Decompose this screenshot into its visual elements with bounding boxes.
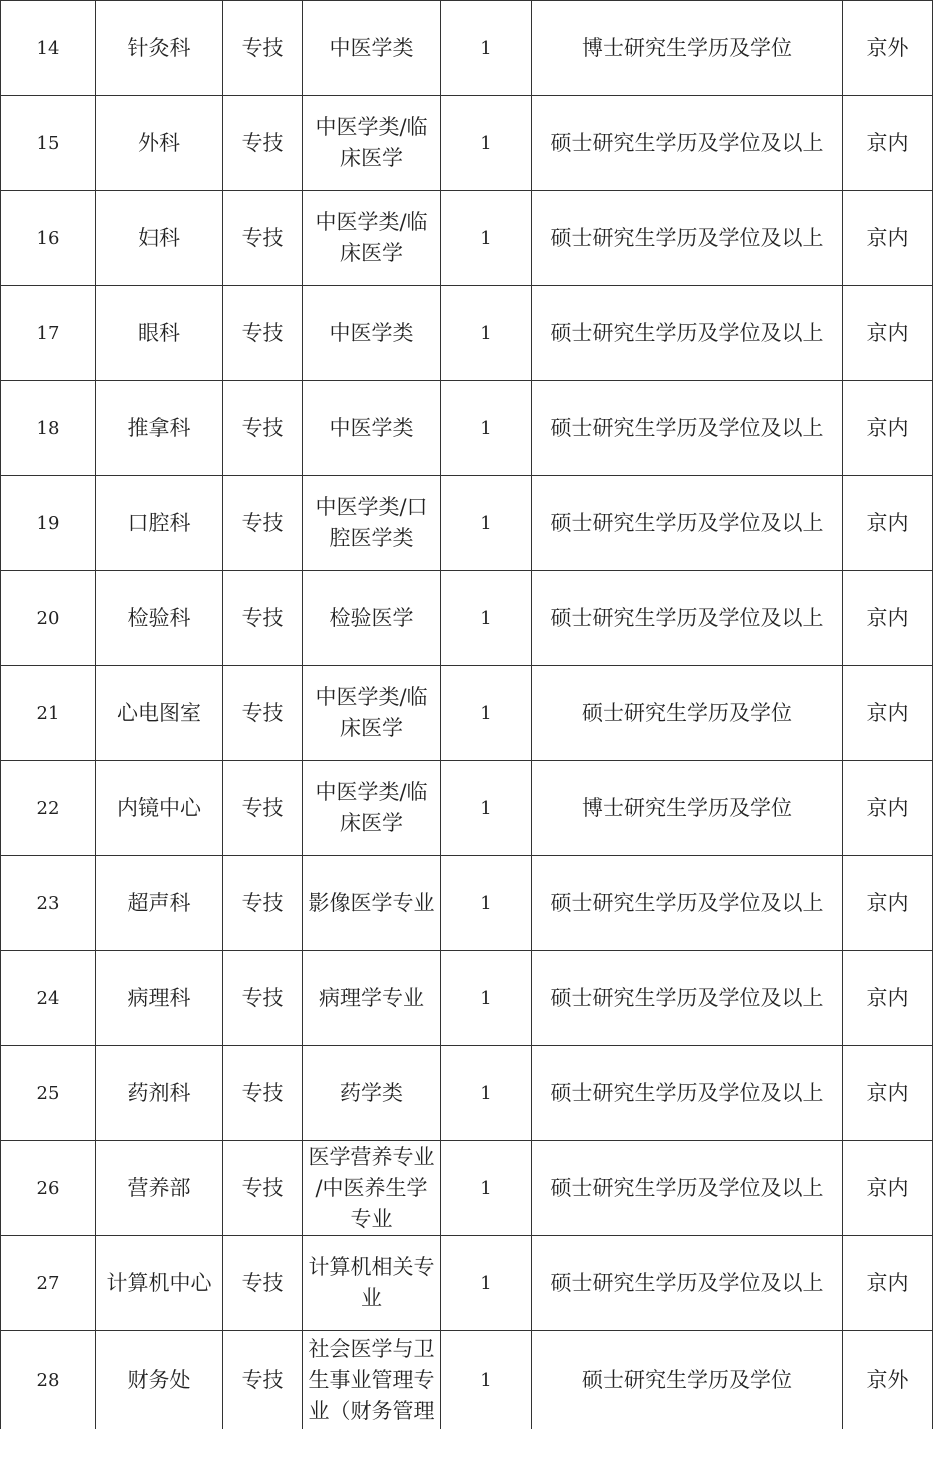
headcount-cell: 1	[441, 286, 532, 381]
row-number-cell: 17	[1, 286, 96, 381]
position-type-cell: 专技	[223, 571, 303, 666]
education-requirement-cell: 硕士研究生学历及学位及以上	[532, 96, 843, 191]
row-number-cell: 14	[1, 1, 96, 96]
department-cell: 病理科	[96, 951, 223, 1046]
department-cell: 财务处	[96, 1331, 223, 1430]
education-requirement-cell: 硕士研究生学历及学位及以上	[532, 476, 843, 571]
headcount-cell: 1	[441, 1236, 532, 1331]
table-row	[1, 96, 933, 191]
row-number-cell: 22	[1, 761, 96, 856]
major-line: 中医学类/临	[315, 685, 428, 709]
major-cell	[303, 571, 441, 666]
department-cell: 计算机中心	[96, 1236, 223, 1331]
position-type-cell: 专技	[223, 951, 303, 1046]
position-type-cell: 专技	[223, 191, 303, 286]
education-requirement-cell: 硕士研究生学历及学位及以上	[532, 1046, 843, 1141]
major-line: 社会医学与卫	[308, 1336, 435, 1361]
major-line: 生事业管理专	[308, 1367, 435, 1392]
department-cell: 眼科	[96, 286, 223, 381]
position-type-cell: 专技	[223, 856, 303, 951]
table-row	[1, 1, 933, 96]
headcount-cell: 1	[441, 191, 532, 286]
major-cell	[303, 1141, 441, 1236]
position-type-cell: 专技	[223, 1, 303, 96]
row-number-cell: 15	[1, 96, 96, 191]
education-requirement-cell: 硕士研究生学历及学位及以上	[532, 1141, 843, 1236]
education-requirement-cell: 硕士研究生学历及学位及以上	[532, 856, 843, 951]
department-cell: 口腔科	[96, 476, 223, 571]
major-line: 床医学	[340, 241, 403, 265]
position-type-cell: 专技	[223, 1046, 303, 1141]
major-cell	[303, 381, 441, 476]
table-row	[1, 856, 933, 951]
department-cell: 妇科	[96, 191, 223, 286]
table-row	[1, 1046, 933, 1141]
major-line: 中医学类/临	[315, 780, 428, 804]
major-line: 腔医学类	[329, 526, 414, 550]
position-type-cell: 专技	[223, 1141, 303, 1236]
row-number-cell: 16	[1, 191, 96, 286]
education-requirement-cell: 硕士研究生学历及学位及以上	[532, 951, 843, 1046]
department-cell: 心电图室	[96, 666, 223, 761]
major-line: 中医学类	[329, 415, 414, 440]
education-requirement-cell: 硕士研究生学历及学位及以上	[532, 381, 843, 476]
position-type-cell: 专技	[223, 96, 303, 191]
major-line: 中医学类/临	[315, 115, 428, 139]
origin-cell: 京内	[843, 476, 933, 571]
position-type-cell: 专技	[223, 286, 303, 381]
education-requirement-cell: 硕士研究生学历及学位及以上	[532, 571, 843, 666]
position-type-cell: 专技	[223, 761, 303, 856]
major-cell	[303, 96, 441, 191]
table-row	[1, 761, 933, 856]
table-row	[1, 1331, 933, 1430]
headcount-cell: 1	[441, 1, 532, 96]
major-cell	[303, 666, 441, 761]
table-row	[1, 666, 933, 761]
education-requirement-cell: 博士研究生学历及学位	[532, 1, 843, 96]
major-cell	[303, 1046, 441, 1141]
position-type-cell: 专技	[223, 1331, 303, 1430]
headcount-cell: 1	[441, 571, 532, 666]
major-cell	[303, 951, 441, 1046]
major-line: 药学类	[340, 1080, 403, 1105]
major-line: 影像医学专业	[308, 890, 435, 915]
row-number-cell: 27	[1, 1236, 96, 1331]
origin-cell: 京内	[843, 856, 933, 951]
major-line: 床医学	[340, 811, 403, 835]
origin-cell: 京外	[843, 1331, 933, 1430]
row-number-cell: 20	[1, 571, 96, 666]
department-cell: 超声科	[96, 856, 223, 951]
major-line: 业（财务管理	[308, 1398, 435, 1423]
major-line: 计算机相关专	[308, 1255, 435, 1279]
position-type-cell: 专技	[223, 1236, 303, 1331]
department-cell: 检验科	[96, 571, 223, 666]
row-number-cell: 24	[1, 951, 96, 1046]
department-cell: 外科	[96, 96, 223, 191]
headcount-cell: 1	[441, 1331, 532, 1430]
major-cell	[303, 856, 441, 951]
origin-cell: 京内	[843, 286, 933, 381]
major-cell	[303, 761, 441, 856]
position-type-cell: 专技	[223, 666, 303, 761]
major-line: 专业	[350, 1206, 393, 1231]
education-requirement-cell: 硕士研究生学历及学位及以上	[532, 191, 843, 286]
origin-cell: 京内	[843, 1236, 933, 1331]
department-cell: 推拿科	[96, 381, 223, 476]
table-row	[1, 381, 933, 476]
major-line: 中医学类/临	[315, 210, 428, 234]
education-requirement-cell: 硕士研究生学历及学位及以上	[532, 286, 843, 381]
headcount-cell: 1	[441, 1046, 532, 1141]
major-line: 病理学专业	[319, 985, 424, 1010]
origin-cell: 京内	[843, 1046, 933, 1141]
origin-cell: 京内	[843, 761, 933, 856]
major-line: /中医养生学	[315, 1175, 428, 1200]
headcount-cell: 1	[441, 666, 532, 761]
major-cell	[303, 191, 441, 286]
major-cell	[303, 1, 441, 96]
major-cell	[303, 1236, 441, 1331]
headcount-cell: 1	[441, 476, 532, 571]
table-body	[1, 1, 933, 1430]
origin-cell: 京内	[843, 381, 933, 476]
department-cell: 针灸科	[96, 1, 223, 96]
headcount-cell: 1	[441, 1141, 532, 1236]
origin-cell: 京内	[843, 571, 933, 666]
department-cell: 药剂科	[96, 1046, 223, 1141]
major-line: 中医学类	[329, 35, 414, 60]
origin-cell: 京内	[843, 666, 933, 761]
table-row	[1, 1141, 933, 1236]
headcount-cell: 1	[441, 761, 532, 856]
origin-cell: 京外	[843, 1, 933, 96]
row-number-cell: 18	[1, 381, 96, 476]
major-line: 检验医学	[329, 605, 414, 630]
headcount-cell: 1	[441, 951, 532, 1046]
origin-cell: 京内	[843, 191, 933, 286]
education-requirement-cell: 硕士研究生学历及学位及以上	[532, 1236, 843, 1331]
headcount-cell: 1	[441, 856, 532, 951]
department-cell: 营养部	[96, 1141, 223, 1236]
major-line: 医学营养专业	[308, 1144, 435, 1169]
headcount-cell: 1	[441, 96, 532, 191]
origin-cell: 京内	[843, 1141, 933, 1236]
row-number-cell: 23	[1, 856, 96, 951]
table-row	[1, 951, 933, 1046]
major-line: 床医学	[340, 146, 403, 170]
major-cell	[303, 476, 441, 571]
education-requirement-cell: 硕士研究生学历及学位	[532, 666, 843, 761]
table-row	[1, 1236, 933, 1331]
major-cell	[303, 1331, 441, 1430]
row-number-cell: 26	[1, 1141, 96, 1236]
position-type-cell: 专技	[223, 476, 303, 571]
major-line: 业	[361, 1286, 382, 1310]
row-number-cell: 21	[1, 666, 96, 761]
major-line: 中医学类/口	[315, 495, 428, 519]
major-line: 中医学类	[329, 320, 414, 345]
department-cell: 内镜中心	[96, 761, 223, 856]
origin-cell: 京内	[843, 951, 933, 1046]
major-line: 床医学	[340, 716, 403, 740]
education-requirement-cell: 硕士研究生学历及学位	[532, 1331, 843, 1430]
education-requirement-cell: 博士研究生学历及学位	[532, 761, 843, 856]
row-number-cell: 28	[1, 1331, 96, 1430]
table-row	[1, 286, 933, 381]
table-row	[1, 476, 933, 571]
major-cell	[303, 286, 441, 381]
table-row	[1, 571, 933, 666]
origin-cell: 京内	[843, 96, 933, 191]
headcount-cell: 1	[441, 381, 532, 476]
row-number-cell: 25	[1, 1046, 96, 1141]
table-row	[1, 191, 933, 286]
row-number-cell: 19	[1, 476, 96, 571]
position-type-cell: 专技	[223, 381, 303, 476]
